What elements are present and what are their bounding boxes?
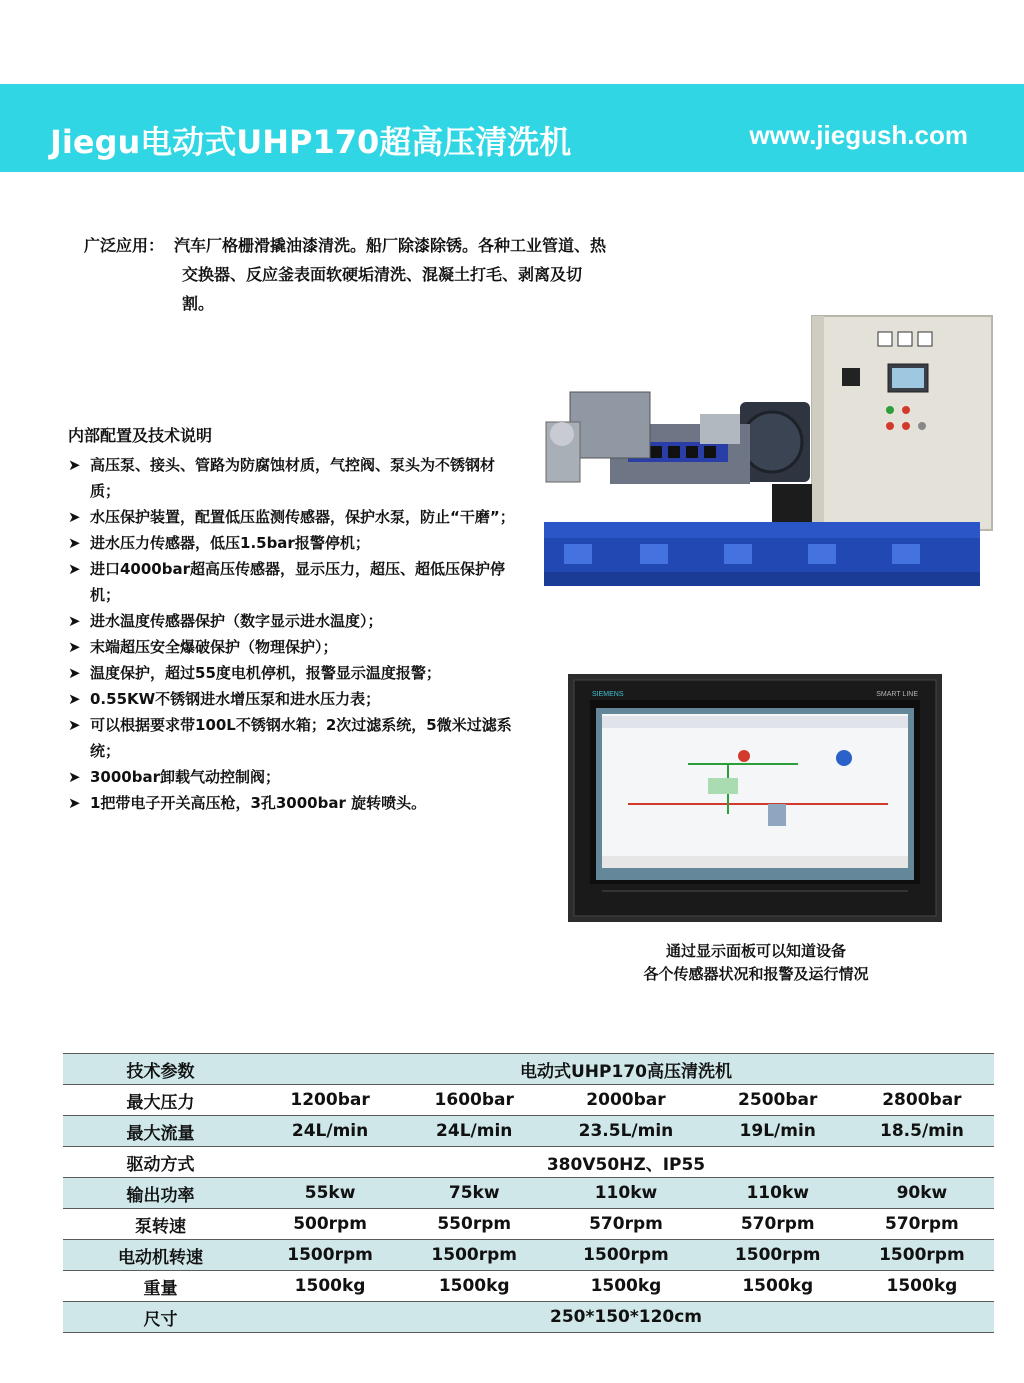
arrow-icon: ➤ <box>68 508 81 526</box>
list-item: ➤ 0.55KW不锈钢进水增压泵和进水压力表； <box>68 686 518 712</box>
arrow-icon: ➤ <box>68 612 81 630</box>
list-item: ➤ 1把带电子开关高压枪，3孔3000bar 旋转喷头。 <box>68 790 518 816</box>
arrow-icon: ➤ <box>68 690 81 708</box>
table-header-product: 电动式UHP170高压清洗机 <box>258 1054 994 1085</box>
arrow-icon: ➤ <box>68 456 81 474</box>
table-header-row <box>63 1054 994 1085</box>
row-label: 重量 <box>63 1271 258 1302</box>
arrow-icon: ➤ <box>68 638 81 656</box>
panel-caption <box>620 940 892 986</box>
list-item: ➤ 水压保护装置，配置低压监测传感器，保护水泵，防止“干磨”； <box>68 504 518 530</box>
list-item: ➤ 进口4000bar超高压传感器，显示压力，超压、超低压保护停机； <box>68 556 518 608</box>
row-label: 电动机转速 <box>63 1240 258 1271</box>
arrow-icon: ➤ <box>68 664 81 682</box>
arrow-icon: ➤ <box>68 560 81 578</box>
applications-line: 汽车厂格栅滑撬油漆清洗。船厂除漆除锈。各种工业管道、热 <box>174 236 607 255</box>
row-label: 尺寸 <box>63 1302 258 1333</box>
technical-parameters-table <box>63 1053 994 1333</box>
table-row: 电动机转速 1500rpm 1500rpm 1500rpm 1500rpm 1500rpm <box>63 1240 994 1271</box>
table-row: 重量 1500kg 1500kg 1500kg 1500kg 1500kg <box>63 1271 994 1302</box>
list-item: ➤ 末端超压安全爆破保护（物理保护）； <box>68 634 518 660</box>
caption-line: 通过显示面板可以知道设备 <box>665 942 846 960</box>
panel-model: SMART LINE <box>876 691 918 698</box>
table-row: 尺寸 250*150*120cm <box>63 1302 994 1333</box>
row-label: 最大流量 <box>63 1116 258 1147</box>
applications-line: 交换器、反应釜表面软硬垢清洗、混凝土打毛、剥离及切 <box>182 265 583 284</box>
website-url: www.jiegush.com <box>749 120 968 150</box>
applications-label: 广泛应用： <box>84 236 165 255</box>
arrow-icon: ➤ <box>68 716 81 734</box>
config-title: 内部配置及技术说明 <box>68 426 213 445</box>
table-header-label: 技术参数 <box>63 1054 258 1085</box>
table-row: 泵转速 500rpm 550rpm 570rpm 570rpm 570rpm <box>63 1209 994 1240</box>
table-row: 最大压力 1200bar 1600bar 2000bar 2500bar 2800bar <box>63 1085 994 1116</box>
arrow-icon: ➤ <box>68 768 81 786</box>
row-label: 驱动方式 <box>63 1147 258 1178</box>
panel-screen-illustration <box>568 674 942 922</box>
header-banner <box>0 84 1024 172</box>
list-item: ➤ 进水温度传感器保护（数字显示进水温度）； <box>68 608 518 634</box>
arrow-icon: ➤ <box>68 794 81 812</box>
list-item: ➤ 可以根据要求带100L不锈钢水箱；2次过滤系统，5微米过滤系统； <box>68 712 518 764</box>
caption-line: 各个传感器状况和报警及运行情况 <box>643 965 869 983</box>
row-label: 最大压力 <box>63 1085 258 1116</box>
machine-photo <box>540 314 996 590</box>
list-item: ➤ 3000bar卸载气动控制阀； <box>68 764 518 790</box>
table-row: 驱动方式 380V50HZ、IP55 <box>63 1147 994 1178</box>
config-list <box>68 452 518 816</box>
list-item: ➤ 进水压力传感器，低压1.5bar报警停机； <box>68 530 518 556</box>
row-label: 输出功率 <box>63 1178 258 1209</box>
arrow-icon: ➤ <box>68 534 81 552</box>
page-title: Jiegu电动式UHP170超高压清洗机 <box>50 123 572 161</box>
table-row: 最大流量 24L/min 24L/min 23.5L/min 19L/min 18.5/min <box>63 1116 994 1147</box>
row-label: 泵转速 <box>63 1209 258 1240</box>
list-item: ➤ 温度保护，超过55度电机停机，报警显示温度报警； <box>68 660 518 686</box>
panel-brand: SIEMENS <box>592 691 624 698</box>
control-panel-photo <box>568 674 942 922</box>
table-row: 输出功率 55kw 75kw 110kw 110kw 90kw <box>63 1178 994 1209</box>
list-item: ➤ 高压泵、接头、管路为防腐蚀材质，气控阀、泵头为不锈钢材质； <box>68 452 518 504</box>
applications-line: 割。 <box>182 294 215 313</box>
